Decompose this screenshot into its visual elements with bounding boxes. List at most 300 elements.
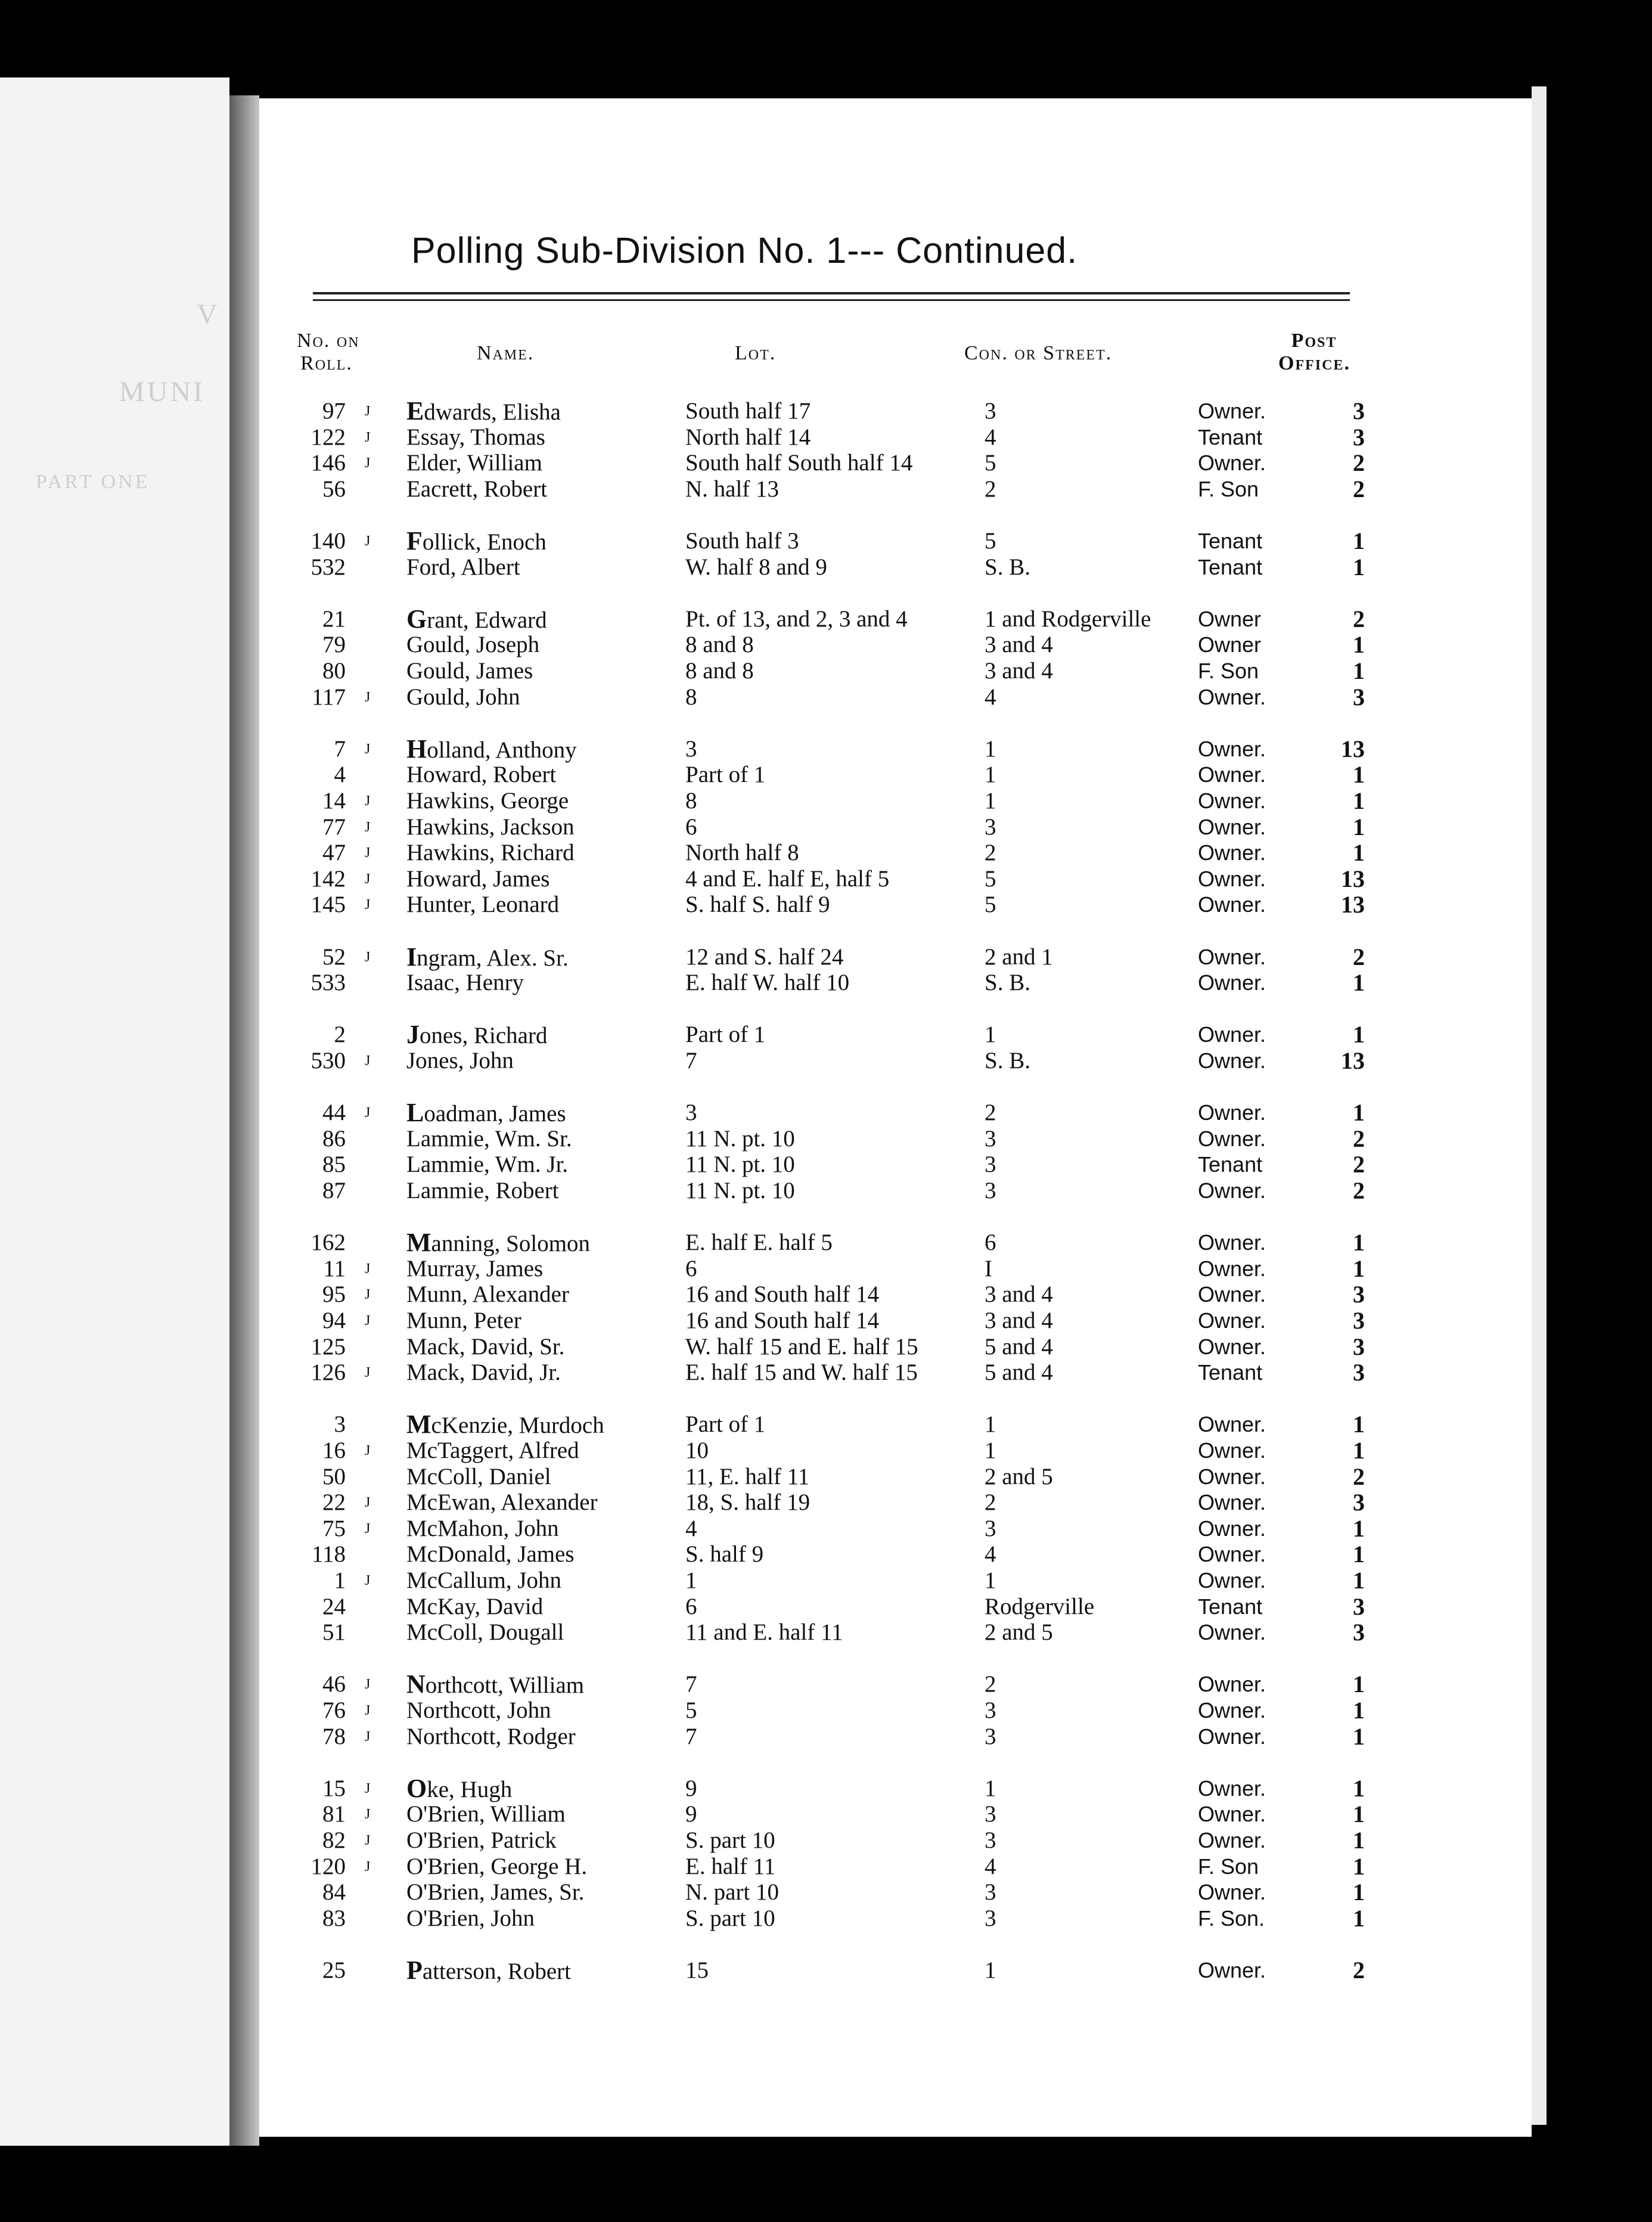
status: Owner. — [1198, 1490, 1266, 1515]
voter-name: Murray, James — [406, 1256, 544, 1281]
group-initial: E — [406, 396, 424, 426]
status: Owner. — [1198, 1412, 1266, 1436]
lot: S. half 9 — [685, 1541, 764, 1567]
lot: 16 and South half 14 — [685, 1281, 879, 1307]
lot: 8 and 8 — [685, 658, 754, 684]
juror-mark: J — [365, 533, 371, 549]
column-header-roll-line1: No. on — [297, 330, 360, 352]
status: Tenant — [1198, 555, 1263, 579]
column-header-roll — [297, 330, 360, 375]
voter-row — [0, 1594, 1430, 1620]
voter-row — [0, 1230, 1430, 1256]
juror-mark: J — [365, 404, 371, 419]
voter-name: O'Brien, William — [406, 1801, 566, 1827]
post-office: 1 — [1353, 814, 1365, 840]
lot: Part of 1 — [685, 1022, 766, 1047]
post-office: 1 — [1353, 1411, 1365, 1438]
status: Owner. — [1198, 1568, 1266, 1593]
post-office: 1 — [1353, 1099, 1365, 1126]
voter-row — [0, 450, 1430, 476]
roll-number: 86 — [322, 1126, 346, 1152]
voter-row — [0, 1489, 1430, 1516]
concession-or-street: 4 — [985, 684, 996, 710]
voter-name-rest: anning, Solomon — [431, 1231, 591, 1256]
lot: 11 N. pt. 10 — [685, 1178, 795, 1203]
group-initial: J — [406, 1020, 420, 1049]
voter-row — [0, 476, 1430, 502]
status: Owner. — [1198, 867, 1266, 891]
roll-number: 44 — [322, 1100, 346, 1125]
status: Owner. — [1198, 737, 1266, 761]
roll-number: 82 — [322, 1827, 346, 1853]
concession-or-street: 3 — [985, 1879, 996, 1905]
voter-name: Mack, David, Jr. — [406, 1360, 561, 1385]
left-page-ghost-text: V — [197, 299, 220, 330]
lot: North half 14 — [685, 424, 811, 450]
voter-name — [406, 1776, 512, 1803]
voter-name: O'Brien, George H. — [406, 1854, 588, 1879]
voter-row — [0, 1801, 1430, 1827]
concession-or-street: 1 — [985, 1568, 996, 1593]
lot: 11 N. pt. 10 — [685, 1126, 795, 1152]
voter-row — [0, 684, 1430, 710]
status: Owner. — [1198, 1126, 1266, 1151]
lot: 8 — [685, 684, 697, 710]
post-office: 1 — [1353, 969, 1365, 996]
status: Owner. — [1198, 945, 1266, 969]
roll-number: 22 — [322, 1489, 346, 1515]
voter-row — [0, 944, 1430, 970]
voter-row — [0, 970, 1430, 996]
concession-or-street: 3 and 4 — [985, 1308, 1053, 1333]
roll-number: 75 — [322, 1516, 346, 1541]
status: Owner. — [1198, 1100, 1266, 1125]
roll-number: 97 — [322, 398, 346, 424]
voter-row — [0, 1100, 1430, 1126]
left-page-ghost-text: PART ONE — [36, 471, 150, 493]
juror-mark: J — [365, 1053, 371, 1069]
juror-mark: J — [365, 793, 371, 809]
group-initial: M — [406, 1228, 431, 1257]
lot: 7 — [685, 1671, 697, 1697]
status: Tenant — [1198, 529, 1263, 553]
juror-mark: J — [365, 1365, 371, 1380]
lot: 7 — [685, 1048, 697, 1073]
concession-or-street: 3 and 4 — [985, 1281, 1053, 1307]
voter-name-rest: ke, Hugh — [427, 1777, 513, 1802]
voter-name — [406, 1671, 584, 1699]
status: Tenant — [1198, 1152, 1263, 1177]
voter-name-rest: orthcott, William — [425, 1672, 585, 1698]
concession-or-street: S. B. — [985, 970, 1030, 995]
header-rule — [313, 292, 1350, 294]
voter-row — [0, 528, 1430, 554]
group-initial: N — [406, 1669, 426, 1699]
post-office: 13 — [1341, 865, 1365, 892]
voter-row — [0, 632, 1430, 658]
voter-name: Howard, Robert — [406, 762, 557, 787]
lot: 11 and E. half 11 — [685, 1619, 843, 1645]
status: Owner. — [1198, 1542, 1266, 1566]
concession-or-street: 3 and 4 — [985, 658, 1053, 684]
lot: W. half 8 and 9 — [685, 554, 827, 580]
roll-number: 145 — [310, 892, 346, 917]
group-initial: L — [406, 1098, 424, 1127]
voter-name: Gould, James — [406, 658, 533, 684]
voter-row — [0, 1281, 1430, 1308]
concession-or-street: 3 — [985, 1152, 996, 1177]
post-office: 1 — [1353, 554, 1365, 581]
concession-or-street: 3 and 4 — [985, 632, 1053, 657]
concession-or-street: 5 — [985, 866, 996, 892]
lot: 8 and 8 — [685, 632, 754, 657]
status: Owner. — [1198, 789, 1266, 813]
status: Owner. — [1198, 1230, 1266, 1255]
voter-name: Howard, James — [406, 866, 550, 892]
voter-name: McColl, Daniel — [406, 1464, 551, 1489]
post-office: 2 — [1353, 449, 1365, 476]
roll-number: 122 — [310, 424, 346, 450]
roll-number: 94 — [322, 1308, 346, 1333]
lot: 11 N. pt. 10 — [685, 1152, 795, 1177]
roll-number: 118 — [311, 1541, 346, 1567]
roll-number: 532 — [310, 554, 346, 580]
group-initial: G — [406, 604, 427, 634]
voter-row — [0, 1411, 1430, 1438]
roll-number: 81 — [322, 1801, 346, 1827]
voter-name — [406, 528, 546, 556]
concession-or-street: 3 — [985, 1697, 996, 1723]
concession-or-street: 2 — [985, 840, 996, 865]
status: Owner. — [1198, 1620, 1266, 1644]
voter-name — [406, 606, 547, 634]
post-office: 3 — [1353, 1593, 1365, 1620]
juror-mark: J — [365, 1573, 371, 1588]
voter-row — [0, 1334, 1430, 1360]
lot: 7 — [685, 1724, 697, 1749]
voter-name-rest: rant, Edward — [427, 607, 547, 633]
roll-number: 56 — [322, 476, 346, 502]
roll-number: 79 — [322, 632, 346, 657]
column-header-lot: Lot. — [735, 342, 777, 364]
status: Owner. — [1198, 1802, 1266, 1826]
voter-name: McDonald, James — [406, 1541, 575, 1567]
lot: 1 — [685, 1568, 697, 1593]
voter-name: McEwan, Alexander — [406, 1489, 598, 1515]
voter-row — [0, 554, 1430, 581]
post-office: 1 — [1353, 839, 1365, 866]
post-office: 1 — [1353, 1879, 1365, 1906]
voter-name-rest: cKenzie, Murdoch — [431, 1413, 604, 1438]
roll-number: 2 — [334, 1022, 346, 1047]
juror-mark: J — [365, 1859, 371, 1875]
juror-mark: J — [365, 897, 371, 913]
voter-name: Lammie, Wm. Sr. — [406, 1126, 572, 1152]
roll-number: 52 — [322, 944, 346, 970]
post-office: 1 — [1353, 1229, 1365, 1256]
post-office: 1 — [1353, 1671, 1365, 1697]
status: Owner. — [1198, 1724, 1266, 1749]
roll-number: 146 — [310, 450, 346, 476]
roll-number: 120 — [310, 1854, 346, 1879]
post-office: 1 — [1353, 1775, 1365, 1802]
voter-name: Hunter, Leonard — [406, 892, 560, 917]
lot: S. half S. half 9 — [685, 892, 830, 917]
post-office: 1 — [1353, 631, 1365, 658]
voter-name-rest: ngram, Alex. Sr. — [417, 945, 569, 971]
post-office: 1 — [1353, 1541, 1365, 1568]
juror-mark: J — [365, 1833, 371, 1848]
voter-name-rest: oadman, James — [424, 1101, 566, 1126]
lot: 12 and S. half 24 — [685, 944, 844, 970]
voter-name: McMahon, John — [406, 1516, 559, 1541]
post-office: 1 — [1353, 1905, 1365, 1932]
status: F. Son — [1198, 1854, 1259, 1879]
lot: 8 — [685, 788, 697, 814]
voter-row — [0, 606, 1430, 632]
post-office: 3 — [1353, 1333, 1365, 1360]
post-office: 1 — [1353, 527, 1365, 554]
juror-mark: J — [365, 1703, 371, 1718]
status: Owner. — [1198, 1178, 1266, 1203]
post-office: 13 — [1341, 891, 1365, 918]
lot: 15 — [685, 1957, 709, 1983]
concession-or-street: 2 — [985, 1489, 996, 1515]
roll-number: 24 — [322, 1594, 346, 1619]
roll-number: 76 — [322, 1697, 346, 1723]
concession-or-street: 6 — [985, 1230, 996, 1255]
post-office: 1 — [1353, 1801, 1365, 1827]
status: Owner. — [1198, 1880, 1266, 1904]
roll-number: 50 — [322, 1464, 346, 1489]
voter-row — [0, 398, 1430, 424]
concession-or-street: 3 — [985, 398, 996, 424]
status: Owner. — [1198, 1256, 1266, 1281]
voter-name — [406, 736, 577, 764]
post-office: 3 — [1353, 424, 1365, 451]
lot: South half South half 14 — [685, 450, 913, 476]
concession-or-street: 2 — [985, 476, 996, 502]
status: Owner. — [1198, 1308, 1266, 1333]
voter-name: McColl, Dougall — [406, 1619, 564, 1645]
voter-row — [0, 1360, 1430, 1386]
lot: 10 — [685, 1438, 709, 1463]
voter-name — [406, 1411, 604, 1439]
voter-name: Munn, Peter — [406, 1308, 521, 1333]
lot: North half 8 — [685, 840, 799, 865]
post-office: 1 — [1353, 1255, 1365, 1282]
concession-or-street: 3 — [985, 1178, 996, 1203]
roll-number: 14 — [322, 788, 346, 814]
juror-mark: J — [365, 1495, 371, 1510]
voter-name — [406, 1022, 547, 1049]
post-office: 1 — [1353, 657, 1365, 684]
lot: South half 17 — [685, 398, 811, 424]
post-office: 1 — [1353, 1723, 1365, 1750]
post-office: 3 — [1353, 684, 1365, 710]
roll-number: 21 — [322, 606, 346, 632]
concession-or-street: 4 — [985, 1541, 996, 1567]
post-office: 13 — [1341, 1047, 1365, 1074]
lot: E. half 11 — [685, 1854, 776, 1879]
voter-row — [0, 658, 1430, 684]
group-initial: M — [406, 1410, 431, 1439]
voter-name: Northcott, Rodger — [406, 1724, 576, 1749]
voter-name-rest: dwards, Elisha — [424, 399, 561, 425]
voter-row — [0, 1568, 1430, 1594]
voter-row — [0, 1152, 1430, 1178]
status: Owner. — [1198, 840, 1266, 865]
voter-name: Munn, Alexander — [406, 1281, 569, 1307]
roll-number: 87 — [322, 1178, 346, 1203]
juror-mark: J — [365, 741, 371, 757]
voter-name: Lammie, Wm. Jr. — [406, 1152, 569, 1177]
lot: South half 3 — [685, 528, 799, 554]
status: Owner. — [1198, 762, 1266, 787]
status: Owner — [1198, 632, 1262, 657]
group-initial: P — [406, 1956, 423, 1985]
roll-number: 16 — [322, 1438, 346, 1463]
voter-row — [0, 1048, 1430, 1074]
juror-mark: J — [365, 949, 371, 965]
voter-name: Lammie, Robert — [406, 1178, 559, 1203]
voter-row — [0, 424, 1430, 451]
post-office: 3 — [1353, 398, 1365, 424]
lot: 6 — [685, 1256, 697, 1281]
roll-number: 125 — [310, 1334, 346, 1360]
voter-name: Eacrett, Robert — [406, 476, 548, 502]
voter-name-rest: atterson, Robert — [422, 1959, 571, 1984]
voter-name: Northcott, John — [406, 1697, 551, 1723]
lot: S. part 10 — [685, 1906, 775, 1931]
roll-number: 83 — [322, 1906, 346, 1931]
lot: 16 and South half 14 — [685, 1308, 879, 1333]
juror-mark: J — [365, 845, 371, 861]
status: Owner. — [1198, 1828, 1266, 1852]
column-header-roll-line2: Roll. — [300, 352, 353, 374]
lot: 6 — [685, 814, 697, 840]
roll-number: 85 — [322, 1152, 346, 1177]
post-office: 2 — [1353, 944, 1365, 970]
voter-name-rest: ollick, Enoch — [422, 529, 546, 555]
roll-number: 162 — [310, 1230, 346, 1255]
roll-number: 77 — [322, 814, 346, 840]
roll-number: 3 — [334, 1411, 346, 1437]
concession-or-street: 3 — [985, 814, 996, 840]
column-header-name: Name. — [477, 342, 535, 364]
status: Tenant — [1198, 1594, 1263, 1619]
voter-name: Elder, William — [406, 450, 542, 476]
concession-or-street: 3 — [985, 1724, 996, 1749]
concession-or-street: 4 — [985, 1854, 996, 1879]
status: Owner. — [1198, 399, 1266, 423]
juror-mark: J — [365, 1807, 371, 1822]
voter-name — [406, 1957, 571, 1985]
voter-row — [0, 1957, 1430, 1984]
post-office: 1 — [1353, 1697, 1365, 1724]
juror-mark: J — [365, 820, 371, 835]
status: Owner. — [1198, 1282, 1266, 1306]
voter-name: O'Brien, John — [406, 1906, 535, 1931]
concession-or-street: 1 — [985, 1438, 996, 1463]
concession-or-street: 3 — [985, 1801, 996, 1827]
concession-or-street: 1 — [985, 1957, 996, 1983]
lot: 9 — [685, 1801, 697, 1827]
concession-or-street: 1 — [985, 762, 996, 787]
status: Owner. — [1198, 1335, 1266, 1359]
roll-number: 15 — [322, 1776, 346, 1801]
roll-number: 47 — [322, 840, 346, 865]
group-initial: F — [406, 526, 423, 556]
lot: W. half 15 and E. half 15 — [685, 1334, 918, 1360]
juror-mark: J — [365, 430, 371, 445]
post-office: 3 — [1353, 1359, 1365, 1386]
lot: E. half E. half 5 — [685, 1230, 833, 1255]
voter-row — [0, 814, 1430, 840]
voter-row — [0, 1854, 1430, 1880]
post-office: 2 — [1353, 1151, 1365, 1178]
lot: Part of 1 — [685, 762, 766, 787]
lot: 6 — [685, 1594, 697, 1619]
lot: E. half 15 and W. half 15 — [685, 1360, 918, 1385]
roll-number: 1 — [334, 1568, 346, 1593]
voter-name: Gould, Joseph — [406, 632, 540, 657]
group-initial: O — [406, 1774, 427, 1803]
voter-name-rest: olland, Anthony — [427, 737, 577, 763]
voter-row — [0, 1827, 1430, 1854]
juror-mark: J — [365, 1313, 371, 1329]
page-edge — [1532, 86, 1547, 2125]
juror-mark: J — [365, 1521, 371, 1537]
voter-name: Hawkins, George — [406, 788, 569, 814]
juror-mark: J — [365, 1729, 371, 1745]
voter-row — [0, 892, 1430, 918]
voter-row — [0, 866, 1430, 892]
column-header-post-office — [1278, 330, 1350, 375]
voter-row — [0, 840, 1430, 866]
voter-row — [0, 1126, 1430, 1152]
juror-mark: J — [365, 1781, 371, 1796]
lot: 9 — [685, 1776, 697, 1801]
concession-or-street: 2 — [985, 1100, 996, 1125]
voter-row — [0, 1438, 1430, 1464]
voter-name: McKay, David — [406, 1594, 544, 1619]
status: Owner. — [1198, 815, 1266, 839]
lot: 4 — [685, 1516, 697, 1541]
post-office: 2 — [1353, 1957, 1365, 1984]
roll-number: 533 — [310, 970, 346, 995]
header-rule — [313, 299, 1350, 301]
concession-or-street: 1 — [985, 1776, 996, 1801]
lot: 4 and E. half E, half 5 — [685, 866, 890, 892]
lot: S. part 10 — [685, 1827, 775, 1853]
voter-name: McCallum, John — [406, 1568, 561, 1593]
post-office: 2 — [1353, 476, 1365, 502]
lot: E. half W. half 10 — [685, 970, 850, 995]
concession-or-street: 3 — [985, 1827, 996, 1853]
status: Owner. — [1198, 451, 1266, 475]
voter-name: Isaac, Henry — [406, 970, 524, 995]
voter-name: McTaggert, Alfred — [406, 1438, 579, 1463]
status: Owner — [1198, 607, 1262, 631]
status: Owner. — [1198, 892, 1266, 917]
post-office: 2 — [1353, 1125, 1365, 1152]
roll-number: 140 — [310, 528, 346, 554]
concession-or-street: 5 — [985, 892, 996, 917]
voter-row — [0, 1516, 1430, 1542]
concession-or-street: S. B. — [985, 554, 1030, 580]
juror-mark: J — [365, 455, 371, 471]
